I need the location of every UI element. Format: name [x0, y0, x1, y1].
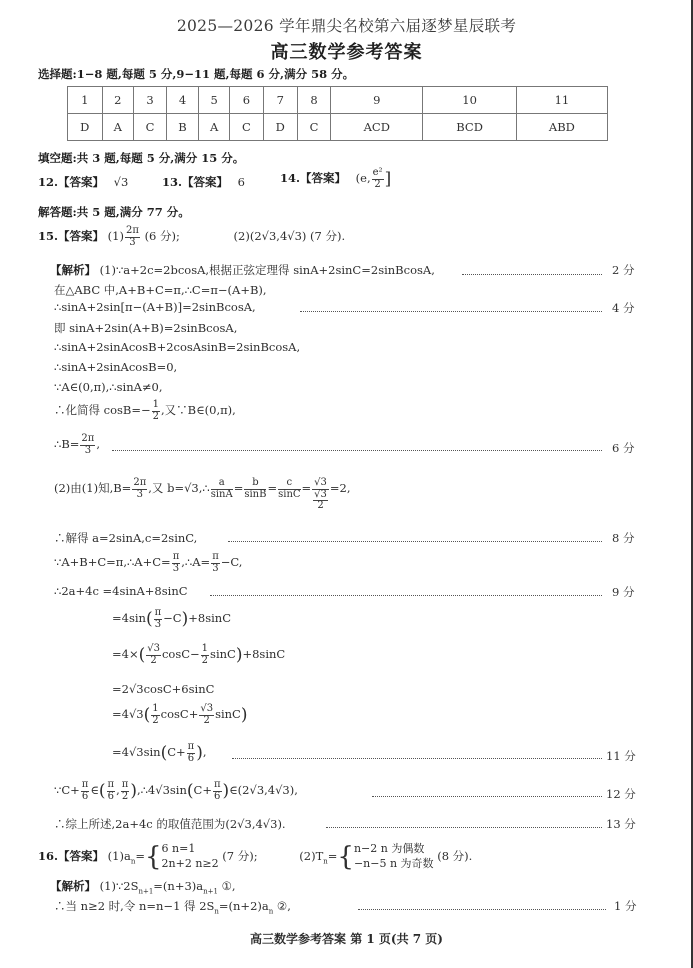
solve-section-heading: 解答题:共 5 题,满分 77 分。: [38, 205, 190, 219]
case-1: 6 n=1: [161, 842, 196, 856]
score-4: 4 分: [612, 301, 635, 315]
q15-line-5: ∴sinA+2sinAcosB+2cosAsinB=2sinBcosA,: [54, 340, 301, 354]
question-number-cell: 9: [331, 87, 423, 114]
answer-13-value: 6: [237, 175, 245, 189]
fraction-numerator: 1: [152, 399, 160, 410]
equals: =: [135, 849, 145, 863]
answer-13-label: 13.【答案】: [162, 175, 229, 189]
answer-12: [38, 174, 128, 190]
document-subtitle: 高三数学参考答案: [270, 42, 423, 63]
fraction-numerator: 2π: [81, 433, 95, 444]
fraction-numerator: √3: [147, 643, 160, 654]
q16-line-2: [54, 898, 291, 915]
answer-cell: B: [167, 114, 199, 141]
answer-row: [68, 114, 608, 141]
answer-14-label: 14.【答案】: [280, 171, 347, 185]
sum-fraction-1: [172, 552, 181, 574]
score-6: 6 分: [612, 441, 635, 455]
paren-close: ): [196, 743, 203, 763]
sum-text-2: ,∴A=: [181, 555, 211, 569]
answer-12-value: √3: [113, 175, 129, 189]
cosB-fraction: [152, 400, 160, 422]
question-number-cell: 10: [423, 87, 516, 114]
fraction-denominator: 2: [203, 714, 210, 726]
cosB-prefix: ∴化简得 cosB=−: [54, 403, 151, 417]
q16-answer: [38, 842, 472, 872]
q15-step-4: [112, 704, 248, 726]
dotted-leader: [372, 796, 602, 797]
fraction-c-sinC: [278, 478, 300, 500]
step2-a: =4×: [112, 647, 139, 661]
paren-close: ): [240, 705, 248, 725]
dotted-leader: [112, 450, 602, 451]
q15-answer: [38, 226, 345, 248]
q16-line2-a: ∴当 n≥2 时,令 n=n−1 得 2S: [54, 899, 215, 913]
range-fraction-4: [213, 780, 222, 802]
answer-cell: A: [198, 114, 229, 141]
q15-range-line: [54, 780, 298, 802]
fraction-numerator: e²: [372, 167, 383, 178]
q16-analysis-label: 【解析】: [50, 879, 96, 893]
cosB-suffix: ,又∵B∈(0,π),: [161, 403, 236, 417]
score-11: 11 分: [606, 749, 636, 763]
q15-ans1-prefix: (1): [107, 229, 124, 243]
q16-line1-a: (1)∵2S: [99, 879, 139, 893]
fraction-denominator: 3: [172, 562, 180, 574]
q15-step-3: =2√3cosC+6sinC: [112, 682, 215, 696]
B-prefix: ∴B=: [54, 437, 80, 451]
subscript: n: [130, 857, 136, 866]
q15-ans1-fraction: [125, 226, 140, 248]
fraction-denominator: sinB: [244, 488, 267, 500]
sum-fraction-2: [211, 552, 220, 574]
part2-text-1: (2)由(1)知,B=: [54, 481, 132, 495]
q16-line1-b: =(n+3)a: [153, 879, 204, 893]
fraction-denominator: 3: [84, 444, 92, 456]
paren-open: (: [145, 609, 153, 629]
fraction-numerator: 2π: [133, 477, 147, 488]
subscript: n: [214, 907, 219, 916]
step5-b: C+: [167, 745, 186, 759]
paren-close: ): [235, 645, 243, 665]
step4-c: sinC: [215, 707, 241, 721]
case-3: n−2 n 为偶数: [353, 842, 425, 856]
fraction-denominator: 3: [212, 562, 219, 574]
step5-fraction: [187, 742, 196, 764]
q15-line-3: ∴sinA+2sin[π−(A+B)]=2sinBcosA,: [54, 300, 256, 314]
score-9: 9 分: [612, 585, 635, 599]
paren-close: ): [222, 781, 230, 801]
question-number-cell: 11: [516, 87, 607, 114]
range-p1: ∵C+: [54, 783, 80, 797]
answer-14-suffix: ]: [384, 169, 392, 189]
part2-B-fraction: [132, 478, 147, 500]
step4-fraction-1: [151, 704, 159, 726]
range-p2: ∈: [90, 783, 99, 797]
question-number-row: [68, 87, 608, 114]
fraction-numerator: π: [213, 779, 221, 790]
q15-analysis-label: 【解析】: [50, 263, 96, 277]
step4-fraction-2: [199, 704, 214, 726]
fraction-numerator: b: [244, 478, 266, 490]
dotted-leader: [326, 827, 602, 828]
fraction-numerator: π: [172, 551, 180, 562]
case-4: −n−5 n 为奇数: [353, 857, 434, 870]
answer-cell: ACD: [331, 114, 423, 141]
step4-b: cosC+: [160, 707, 199, 721]
fraction-denominator: 2: [374, 178, 381, 190]
left-brace: {: [337, 842, 354, 872]
paren-open: (: [143, 705, 151, 725]
fraction-numerator: √3: [200, 703, 214, 714]
exam-title: 2025—2026 学年鼎尖名校第六届逐梦星辰联考: [176, 17, 517, 35]
dotted-leader: [210, 595, 602, 596]
q15-ans2-points: (7 分).: [310, 229, 346, 243]
score-2: 2 分: [612, 263, 635, 277]
q15-ans2: (2)(2√3,4√3): [233, 229, 307, 243]
fraction-numerator: π: [187, 741, 195, 752]
paren-open: (: [186, 781, 194, 801]
fraction-numerator: π: [212, 551, 219, 562]
fraction-numerator: 1: [152, 703, 159, 714]
fraction-numerator: π: [107, 779, 115, 790]
q15-ans1-points: (6 分);: [144, 229, 180, 243]
q15-cosB-line: [54, 400, 236, 422]
fraction-numerator: √3: [314, 488, 327, 500]
range-fraction-2: [107, 780, 116, 802]
q16-line-1: [50, 878, 236, 895]
q15-step-5: [112, 742, 207, 764]
range-fraction-3: [121, 780, 130, 802]
q15-line-4: 即 sinA+2sin(A+B)=2sinBcosA,: [54, 321, 238, 335]
answer-cell: D: [68, 114, 103, 141]
step1-b: −C: [163, 611, 182, 625]
step5-a: =4√3sin: [112, 745, 161, 759]
q16-label: 16.【答案】: [38, 849, 105, 863]
answer-cell: BCD: [423, 114, 516, 141]
dotted-leader: [462, 274, 602, 275]
q15-line-6: ∴sinA+2sinAcosB=0,: [54, 360, 178, 374]
equals: =: [327, 849, 338, 863]
choice-answer-table: [67, 86, 608, 141]
q16-line1-c: ①,: [217, 879, 236, 893]
question-number-cell: 6: [230, 87, 263, 114]
q15-line-2: 在△ABC 中,A+B+C=π,∴C=π−(A+B),: [54, 283, 267, 297]
q15-line-1: [50, 262, 435, 278]
fraction-numerator: π: [121, 779, 129, 790]
choice-section-heading: 选择题:1−8 题,每题 5 分,9−11 题,每题 6 分,满分 58 分。: [38, 67, 355, 81]
fraction-denominator: 6: [187, 752, 195, 764]
step1-a: =4sin: [112, 611, 146, 625]
paren-open: (: [138, 645, 146, 665]
step1-fraction: [154, 608, 163, 630]
paren-close: ): [130, 781, 137, 801]
answer-cell: C: [230, 114, 263, 141]
question-number-cell: 1: [68, 87, 103, 114]
fraction-numerator: a: [211, 478, 233, 490]
fraction-denominator: 3: [129, 236, 136, 248]
range-p3: ,: [116, 783, 120, 797]
q16-ans2-points: (8 分).: [437, 849, 473, 863]
step4-a: =4√3: [112, 707, 144, 721]
answer-14-prefix: (e,: [355, 171, 371, 185]
fraction-denominator: 3: [154, 618, 162, 630]
fraction-numerator: c: [278, 478, 300, 490]
step2-b: cosC−: [161, 647, 200, 661]
sum-text-1: ∵A+B+C=π,∴A+C=: [54, 555, 171, 569]
q15-sum-line: [54, 552, 242, 574]
fraction-numerator: 2π: [125, 225, 139, 236]
fill-section-heading: 填空题:共 3 题,每题 5 分,满分 15 分。: [38, 151, 245, 165]
fraction-numerator: π: [154, 607, 162, 618]
answer-14: [280, 168, 391, 190]
q16-line2-b: =(n+2)a: [218, 899, 269, 913]
score-13: 13 分: [606, 817, 636, 831]
sum-text-3: −C,: [220, 555, 243, 569]
step1-c: +8sinC: [188, 611, 231, 625]
q16-ans1-cases: [162, 842, 219, 872]
nested-fraction: [313, 490, 328, 512]
q15-solve-line: ∴解得 a=2sinA,c=2sinC,: [54, 531, 198, 545]
subscript: n: [268, 907, 274, 916]
left-brace: {: [144, 842, 162, 872]
fraction-numerator: 1: [201, 643, 209, 654]
q15-B-line: [54, 434, 100, 456]
fraction-numerator: √3: [314, 477, 327, 488]
fraction-denominator: 2: [201, 654, 209, 666]
dotted-leader: [228, 541, 602, 542]
fraction-denominator: 6: [81, 790, 89, 802]
B-fraction: [80, 434, 95, 456]
question-number-cell: 7: [263, 87, 298, 114]
case-2: 2n+2 n≥2: [161, 857, 219, 870]
q15-step-2: [112, 644, 285, 666]
B-suffix: ,: [96, 437, 100, 451]
fraction-b-sinB: [244, 478, 266, 500]
q15-part2-line: (2)由(1)知,B= $\frac{2\pi}{3}$ ,又 b=√3,∴ $\frac{a}{\sin A}$ = $\frac{b}{\sin B}$ = $\frac{c}{\sin C}$ = √3 √3 2 =2,: [54, 477, 351, 511]
fraction-denominator: 2: [152, 714, 159, 726]
q16-ans2-cases: [354, 842, 434, 872]
fraction-denominator: sinC: [278, 488, 301, 500]
page-footer: 高三数学参考答案 第 1 页(共 7 页): [250, 932, 443, 946]
paren-close: ): [181, 609, 189, 629]
subscript: n: [323, 857, 328, 866]
q16-ans1-points: (7 分);: [222, 849, 258, 863]
fraction-denominator: sinA: [210, 488, 233, 500]
fraction-denominator: 2: [150, 654, 157, 666]
answer-cell: A: [102, 114, 133, 141]
step2-c: sinC: [210, 647, 236, 661]
fraction-denominator: 2: [317, 500, 324, 511]
part2-result: =2,: [329, 481, 351, 495]
step2-d: +8sinC: [242, 647, 286, 661]
part2-text-2: ,又 b=√3,∴: [148, 481, 210, 495]
score-8: 8 分: [612, 531, 635, 545]
question-number-cell: 3: [133, 87, 166, 114]
q15-line-7: ∵A∈(0,π),∴sinA≠0,: [54, 380, 163, 394]
step2-fraction-2: [201, 644, 209, 666]
q15-conclusion: ∴综上所述,2a+4c 的取值范围为(2√3,4√3).: [54, 817, 286, 831]
step5-c: ,: [202, 745, 207, 759]
q16-ans1-prefix: (1)a: [107, 849, 131, 863]
subscript: n+1: [138, 887, 154, 896]
answer-cell: C: [298, 114, 331, 141]
fraction-denominator: 6: [107, 790, 114, 802]
q15-step-1: [112, 608, 231, 630]
fraction-denominator: 6: [214, 790, 221, 802]
score-12: 12 分: [606, 787, 636, 801]
answer-cell: ABD: [516, 114, 607, 141]
answer-cell: D: [263, 114, 298, 141]
subscript: n+1: [203, 887, 218, 896]
score-1: 1 分: [614, 899, 637, 913]
fraction-sqrt3-over-half-sqrt3: [312, 478, 329, 512]
dotted-leader: [232, 758, 602, 759]
fraction-denominator: 3: [136, 488, 143, 500]
answer-cell: C: [133, 114, 166, 141]
fraction-denominator: 2: [121, 790, 129, 802]
paren-open: (: [98, 781, 106, 801]
range-fraction-1: [81, 780, 90, 802]
answer-13: [162, 174, 245, 190]
answer-14-fraction: [372, 168, 384, 190]
fraction-denominator: 2: [152, 410, 160, 422]
answer-12-label: 12.【答案】: [38, 175, 105, 189]
question-number-cell: 2: [102, 87, 133, 114]
dotted-leader: [300, 311, 602, 312]
range-p4: ,∴4√3sin: [136, 783, 187, 797]
range-p5: C+: [193, 783, 212, 797]
dotted-leader: [358, 909, 606, 910]
question-number-cell: 4: [167, 87, 199, 114]
q16-ans2-prefix: (2)T: [299, 849, 324, 863]
step2-fraction-1: [146, 644, 161, 666]
q15-label: 15.【答案】: [38, 229, 105, 243]
fraction-a-sinA: [211, 478, 233, 500]
q16-line2-c: ②,: [273, 899, 291, 913]
question-number-cell: 8: [298, 87, 331, 114]
q15-line-1-text: (1)∵a+2c=2bcosA,根据正弦定理得 sinA+2sinC=2sinBcosA,: [99, 263, 435, 277]
question-number-cell: 5: [198, 87, 229, 114]
range-p6: ∈(2√3,4√3),: [229, 783, 298, 797]
q15-expr-line: ∴2a+4c =4sinA+8sinC: [54, 584, 188, 598]
fraction-numerator: π: [81, 779, 89, 790]
paren-open: (: [160, 743, 168, 763]
